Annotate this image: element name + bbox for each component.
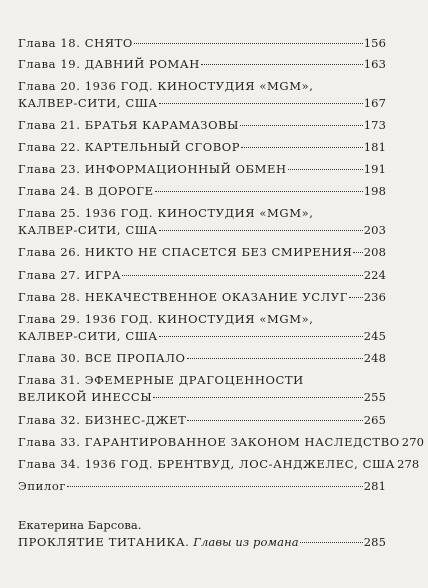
toc-entry	[18, 35, 386, 52]
appendix-author: Екатерина Барсова.	[18, 518, 142, 532]
page-number: 278	[397, 457, 420, 471]
dot-leader	[159, 229, 363, 231]
dot-leader	[353, 251, 362, 253]
toc-entry-line	[18, 205, 386, 222]
dot-leader	[155, 190, 363, 192]
dot-leader	[134, 42, 363, 44]
appendix-subtitle: Главы из романа	[193, 535, 299, 549]
toc-entry-line	[18, 328, 386, 345]
toc-entry	[18, 311, 386, 345]
page-number: 270	[401, 435, 425, 449]
page-number: 203	[363, 223, 386, 237]
toc-entry-title: Глава 31. ЭФЕМЕРНЫЕ ДРАГОЦЕННОСТИ	[18, 373, 304, 387]
toc-entry	[18, 267, 386, 284]
toc-entry-line	[18, 117, 386, 134]
toc-entry	[18, 289, 386, 306]
page-number: 173	[363, 118, 386, 132]
toc-entry-title: Глава 25. 1936 ГОД. КИНОСТУДИЯ «MGM»,	[18, 206, 314, 220]
page-number: 236	[363, 290, 386, 304]
page-number: 255	[363, 390, 386, 404]
toc-entry	[18, 117, 386, 134]
toc-entry	[18, 434, 425, 451]
page-number: 245	[363, 329, 386, 343]
toc-entry-title: Глава 26. НИКТО НЕ СПАСЕТСЯ БЕЗ СМИРЕНИЯ	[18, 245, 353, 259]
dot-leader	[159, 102, 363, 104]
toc-entry-title: Глава 24. В ДОРОГЕ	[18, 184, 154, 198]
toc-entry-line	[18, 389, 386, 406]
toc-entry-title: Глава 30. ВСЕ ПРОПАЛО	[18, 351, 186, 365]
toc-entry	[18, 372, 386, 406]
toc-entry-line	[18, 434, 425, 451]
dot-leader	[159, 335, 363, 337]
toc-entry	[18, 456, 420, 473]
toc-entry	[18, 183, 386, 200]
toc-entry-title: Глава 27. ИГРА	[18, 268, 122, 282]
page-number: 224	[363, 268, 386, 282]
toc-entry-line	[18, 222, 386, 239]
toc-entry	[18, 78, 386, 112]
dot-leader	[153, 396, 363, 398]
toc-entry	[18, 205, 386, 239]
toc-entry-line	[18, 95, 386, 112]
toc-entry-title: Глава 33. ГАРАНТИРОВАННОЕ ЗАКОНОМ НАСЛЕДСТВО	[18, 435, 400, 449]
toc-entry	[18, 161, 386, 178]
toc-entry-title: Глава 20. 1936 ГОД. КИНОСТУДИЯ «MGM»,	[18, 79, 314, 93]
dot-leader	[67, 485, 363, 487]
dot-leader	[122, 274, 363, 276]
toc-entry-line	[18, 478, 386, 495]
toc-entry-title: ВЕЛИКОЙ ИНЕССЫ	[18, 390, 153, 404]
toc-entry-title: КАЛВЕР-СИТИ, США	[18, 96, 158, 110]
toc-entry	[18, 478, 386, 495]
toc-entry-line	[18, 289, 386, 306]
toc-entry-title: Глава 34. 1936 ГОД. БРЕНТВУД, ЛОС-АНДЖЕЛЕС, США	[18, 457, 396, 471]
toc-entry-title: Глава 18. СНЯТО	[18, 36, 133, 50]
toc-entry-line	[18, 311, 386, 328]
toc-entry-title: КАЛВЕР-СИТИ, США	[18, 329, 158, 343]
appendix-entry	[18, 517, 386, 551]
toc-entry-line	[18, 56, 386, 73]
toc-entry	[18, 412, 386, 429]
toc-entry	[18, 350, 386, 367]
page-number: 281	[363, 479, 386, 493]
toc-entry-title: Глава 28. НЕКАЧЕСТВЕННОЕ ОКАЗАНИЕ УСЛУГ	[18, 290, 348, 304]
toc-entry-line	[18, 350, 386, 367]
toc-entry-line	[18, 244, 386, 261]
page-number: 181	[363, 140, 386, 154]
appendix-title: ПРОКЛЯТИЕ ТИТАНИКА.	[18, 535, 190, 549]
toc-entry	[18, 139, 386, 156]
toc-entry-title: Глава 19. ДАВНИЙ РОМАН	[18, 57, 200, 71]
appendix-author-line	[18, 517, 386, 534]
page-number: 265	[363, 413, 386, 427]
toc-entry-line	[18, 183, 386, 200]
toc-entry	[18, 56, 386, 73]
dot-leader	[187, 357, 363, 359]
toc-entry-line	[18, 78, 386, 95]
page-number: 191	[363, 162, 386, 176]
page-number: 156	[363, 36, 386, 50]
toc-entry-line	[18, 139, 386, 156]
page-number: 248	[363, 351, 386, 365]
toc-entry-title: Глава 21. БРАТЬЯ КАРАМАЗОВЫ	[18, 118, 240, 132]
toc-entry-title: Глава 32. БИЗНЕС-ДЖЕТ	[18, 413, 187, 427]
dot-leader	[240, 124, 363, 126]
toc-entry	[18, 244, 386, 261]
dot-leader	[288, 168, 363, 170]
toc-entry-title: КАЛВЕР-СИТИ, США	[18, 223, 158, 237]
appendix-title-line	[18, 534, 386, 551]
toc-entry-title: Глава 29. 1936 ГОД. КИНОСТУДИЯ «MGM»,	[18, 312, 314, 326]
dot-leader	[241, 146, 363, 148]
page-number: 163	[363, 57, 386, 71]
toc-entry-line	[18, 372, 386, 389]
dot-leader	[349, 296, 363, 298]
page-number: 167	[363, 96, 386, 110]
toc-entry-line	[18, 456, 420, 473]
toc-entry-line	[18, 412, 386, 429]
toc-entry-line	[18, 161, 386, 178]
page-number: 198	[363, 184, 386, 198]
page-number: 285	[363, 535, 386, 549]
dot-leader	[187, 419, 362, 421]
toc-entry-line	[18, 267, 386, 284]
dot-leader	[201, 63, 363, 65]
toc-entry-line	[18, 35, 386, 52]
toc-entry-title: Эпилог	[18, 479, 66, 493]
page-number: 208	[363, 245, 386, 259]
dot-leader	[300, 541, 363, 543]
toc-entry-title: Глава 23. ИНФОРМАЦИОННЫЙ ОБМЕН	[18, 162, 287, 176]
toc-entry-title: Глава 22. КАРТЕЛЬНЫЙ СГОВОР	[18, 140, 241, 154]
